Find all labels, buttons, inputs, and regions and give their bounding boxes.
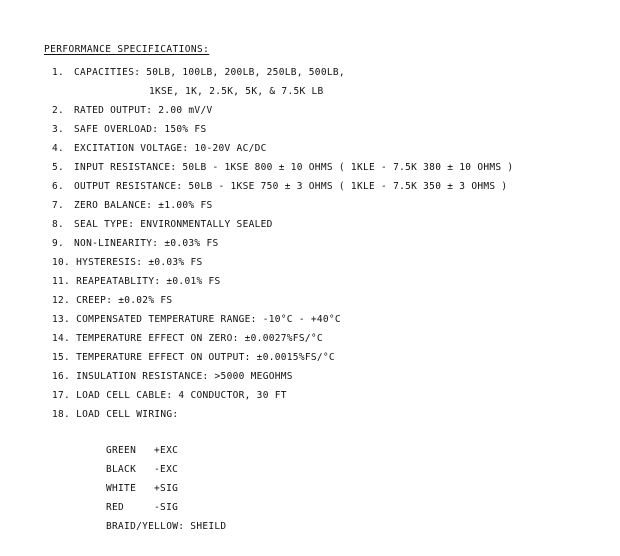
spec-item-hysteresis xyxy=(52,253,513,272)
spec-text: RATED OUTPUT: 2.00 mV/V xyxy=(74,105,213,116)
spec-text: OUTPUT RESISTANCE: 50LB - 1KSE 750 ± 3 OHMS ( 1KLE - 7.5K 350 ± 3 OHMS ) xyxy=(74,181,508,192)
spec-item-seal-type xyxy=(52,215,513,234)
wiring-row-black xyxy=(106,460,226,479)
spec-item-temperature-effect-output xyxy=(52,348,513,367)
spec-number: 15. xyxy=(52,352,71,363)
spec-text: INSULATION RESISTANCE: >5000 MEGOHMS xyxy=(76,371,293,382)
spec-number: 10. xyxy=(52,257,71,268)
spec-item-capacities xyxy=(52,63,513,82)
wire-signal: +EXC xyxy=(154,445,179,456)
spec-item-capacities-continued xyxy=(52,82,513,101)
spec-text: HYSTERESIS: ±0.03% FS xyxy=(76,257,203,268)
spec-text: NON-LINEARITY: ±0.03% FS xyxy=(74,238,219,249)
spec-item-non-linearity xyxy=(52,234,513,253)
spec-text: ZERO BALANCE: ±1.00% FS xyxy=(74,200,213,211)
spec-item-repeatability xyxy=(52,272,513,291)
wiring-row-braid-yellow xyxy=(106,517,226,536)
wire-color: GREEN xyxy=(106,445,137,456)
spec-text: SEAL TYPE: ENVIRONMENTALLY SEALED xyxy=(74,219,273,230)
spec-item-safe-overload xyxy=(52,120,513,139)
spec-number: 4. xyxy=(52,143,65,154)
wiring-row-red xyxy=(106,498,226,517)
spec-number: 7. xyxy=(52,200,65,211)
spec-number: 16. xyxy=(52,371,71,382)
spec-item-load-cell-wiring xyxy=(52,405,513,424)
wire-color: BRAID/YELLOW: xyxy=(106,521,185,532)
spec-text: SAFE OVERLOAD: 150% FS xyxy=(74,124,207,135)
spec-number: 1. xyxy=(52,67,65,78)
spec-text: LOAD CELL WIRING: xyxy=(76,409,179,420)
wire-signal: SHEILD xyxy=(190,521,227,532)
spec-item-creep xyxy=(52,291,513,310)
spec-item-insulation-resistance xyxy=(52,367,513,386)
spec-number: 9. xyxy=(52,238,65,249)
spec-item-excitation-voltage xyxy=(52,139,513,158)
spec-text: 1KSE, 1K, 2.5K, 5K, & 7.5K LB xyxy=(149,86,324,97)
spec-number: 8. xyxy=(52,219,65,230)
spec-list xyxy=(52,63,513,424)
spec-item-temperature-effect-zero xyxy=(52,329,513,348)
spec-item-input-resistance xyxy=(52,158,513,177)
spec-number: 12. xyxy=(52,295,71,306)
spec-text: EXCITATION VOLTAGE: 10-20V AC/DC xyxy=(74,143,267,154)
spec-number: 3. xyxy=(52,124,65,135)
spec-number: 6. xyxy=(52,181,65,192)
spec-number: 11. xyxy=(52,276,71,287)
spec-text: TEMPERATURE EFFECT ON ZERO: ±0.0027%FS/°C xyxy=(76,333,323,344)
page-title: PERFORMANCE SPECIFICATIONS: xyxy=(44,44,210,55)
spec-number: 17. xyxy=(52,390,71,401)
spec-item-rated-output xyxy=(52,101,513,120)
wire-signal: -SIG xyxy=(154,502,179,513)
spec-text: COMPENSATED TEMPERATURE RANGE: -10°C - +40°C xyxy=(76,314,341,325)
wire-color: BLACK xyxy=(106,464,137,475)
spec-number: 5. xyxy=(52,162,65,173)
wire-color: WHITE xyxy=(106,483,137,494)
wiring-row-green xyxy=(106,441,226,460)
spec-number: 13. xyxy=(52,314,71,325)
wiring-row-white xyxy=(106,479,226,498)
spec-text: CAPACITIES: 50LB, 100LB, 200LB, 250LB, 500LB, xyxy=(74,67,345,78)
spec-text: INPUT RESISTANCE: 50LB - 1KSE 800 ± 10 OHMS ( 1KLE - 7.5K 380 ± 10 OHMS ) xyxy=(74,162,514,173)
spec-number: 14. xyxy=(52,333,71,344)
spec-item-load-cell-cable xyxy=(52,386,513,405)
spec-text: REAPEATABLITY: ±0.01% FS xyxy=(76,276,221,287)
wire-signal: -EXC xyxy=(154,464,179,475)
wiring-list xyxy=(106,441,226,536)
wire-signal: +SIG xyxy=(154,483,179,494)
spec-item-zero-balance xyxy=(52,196,513,215)
spec-item-compensated-temperature-range xyxy=(52,310,513,329)
spec-item-output-resistance xyxy=(52,177,513,196)
wire-color: RED xyxy=(106,502,125,513)
spec-number: 18. xyxy=(52,409,71,420)
spec-text: LOAD CELL CABLE: 4 CONDUCTOR, 30 FT xyxy=(76,390,287,401)
spec-text: CREEP: ±0.02% FS xyxy=(76,295,173,306)
spec-text: TEMPERATURE EFFECT ON OUTPUT: ±0.0015%FS/°C xyxy=(76,352,335,363)
spec-number: 2. xyxy=(52,105,65,116)
